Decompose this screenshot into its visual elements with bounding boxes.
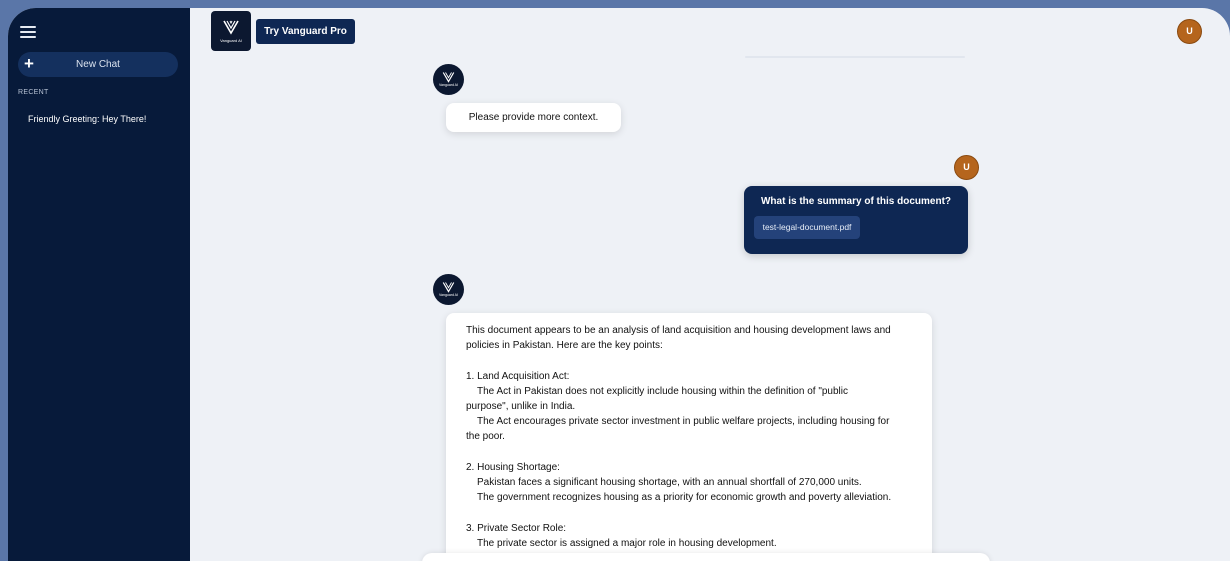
message-line: 2. Housing Shortage:	[466, 461, 560, 473]
message-line: purpose", unlike in India.	[466, 401, 576, 412]
message-line: The private sector is assigned a major role in housing development.	[477, 537, 777, 549]
assistant-avatar	[433, 64, 464, 95]
new-chat-button[interactable]	[18, 52, 178, 77]
assistant-avatar-text: Vanguard AI	[438, 293, 458, 297]
message-line: The Act in Pakistan does not explicitly include housing within the definition of "public	[477, 385, 848, 397]
assistant-avatar	[433, 274, 464, 305]
user-avatar[interactable]: U	[1177, 19, 1202, 44]
message-input-bar[interactable]	[422, 553, 990, 561]
user-message-text: What is the summary of this document?	[760, 196, 952, 207]
logo-v-icon	[442, 281, 455, 293]
app-window	[8, 8, 1230, 561]
logo-v-icon	[442, 71, 455, 83]
message-gap	[466, 505, 912, 520]
sidebar	[8, 8, 190, 561]
message-line: policies in Pakistan. Here are the key points:	[466, 340, 663, 352]
recent-chat-item[interactable]: Friendly Greeting: Hey There!	[28, 114, 147, 124]
message-line: the poor.	[466, 431, 505, 443]
attachment-chip[interactable]: test-legal-document.pdf	[754, 216, 860, 239]
recent-heading: RECENT	[18, 89, 49, 96]
message-line: This document appears to be an analysis of land acquisition and housing development laws and	[466, 325, 891, 336]
logo-v-icon	[223, 19, 239, 35]
user-message-avatar: U	[954, 155, 979, 180]
assistant-message	[446, 313, 932, 561]
message-line: 1. Land Acquisition Act:	[466, 370, 570, 382]
new-chat-label: New Chat	[76, 59, 120, 70]
message-line: 3. Private Sector Role:	[466, 522, 567, 534]
divider	[745, 56, 965, 58]
assistant-message: Please provide more context.	[446, 103, 621, 132]
user-message	[744, 186, 968, 254]
plus-icon: +	[24, 54, 34, 73]
vanguard-logo[interactable]	[211, 11, 251, 51]
message-line: The government recognizes housing as a priority for economic growth and poverty alleviation.	[477, 492, 892, 504]
menu-icon[interactable]	[20, 25, 38, 39]
logo-text: Vanguard AI	[220, 38, 242, 43]
try-pro-button[interactable]: Try Vanguard Pro	[256, 19, 355, 44]
message-line: Pakistan faces a significant housing shortage, with an annual shortfall of 270,000 units.	[477, 477, 862, 488]
assistant-avatar-text: Vanguard AI	[438, 83, 458, 87]
message-gap	[466, 445, 912, 460]
chat-area	[190, 8, 1230, 561]
message-gap	[466, 353, 912, 368]
message-line: The Act encourages private sector investment in public welfare projects, including housing for	[477, 416, 890, 428]
